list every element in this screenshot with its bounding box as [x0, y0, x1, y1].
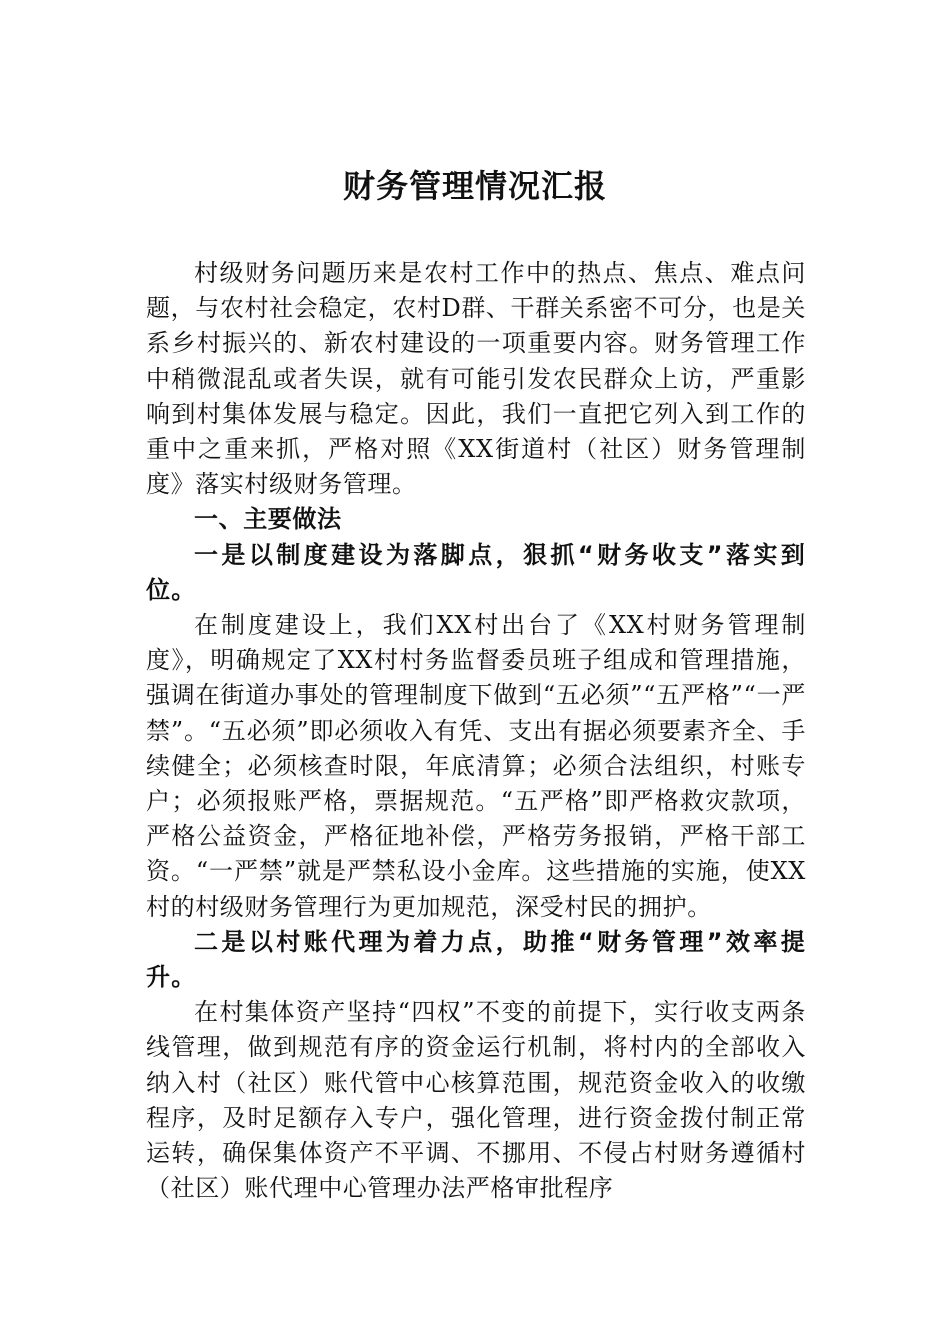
- account-agency-paragraph: 在村集体资产坚持“四权”不变的前提下，实行收支两条线管理，做到规范有序的资金运行机制，将村内的全部收入纳入村（社区）账代管中心核算范围，规范资金收入的收缴程序，及时足额存入专户，强化管理，进行资金拨付制正常运转，确保集体资产不平调、不挪用、不侵占村财务遵循村（社区）账代理中心管理办法严格审批程序: [146, 998, 806, 1203]
- subheading-system-building: 一是以制度建设为落脚点，狠抓“财务收支”落实到位。: [146, 540, 806, 604]
- document-body: [146, 256, 806, 1206]
- subheading-account-agency: 二是以村账代理为着力点，助推“财务管理”效率提升。: [146, 927, 806, 992]
- intro-paragraph: 村级财务问题历来是农村工作中的热点、焦点、难点问题，与农村社会稳定，农村D群、干群关系密不可分，也是关系乡村振兴的、新农村建设的一项重要内容。财务管理工作中稍微混乱或者失误，就有可能引发农民群众上访，严重影响到村集体发展与稳定。因此，我们一直把它列入到工作的重中之重来抓，严格对照《XX街道村（社区）财务管理制度》落实村级财务管理。: [146, 259, 806, 499]
- section-heading-main-practices: 一、主要做法: [194, 505, 342, 534]
- document-title: 财务管理情况汇报: [342, 167, 607, 205]
- system-building-paragraph: 在制度建设上，我们XX村出台了《XX村财务管理制度》，明确规定了XX村村务监督委员班子组成和管理措施，强调在街道办事处的管理制度下做到“五必须”“五严格”“一严禁”。“五必须”即必须收入有凭、支出有据必须要素齐全、手续健全；必须核查时限，年底清算；必须合法组织，村账专户；必须报账严格，票据规范。“五严格”即严格救灾款项，严格公益资金，严格征地补偿，严格劳务报销，严格干部工资。“一严禁”就是严禁私设小金库。这些措施的实施，使XX村的村级财务管理行为更加规范，深受村民的拥护。: [146, 611, 806, 921]
